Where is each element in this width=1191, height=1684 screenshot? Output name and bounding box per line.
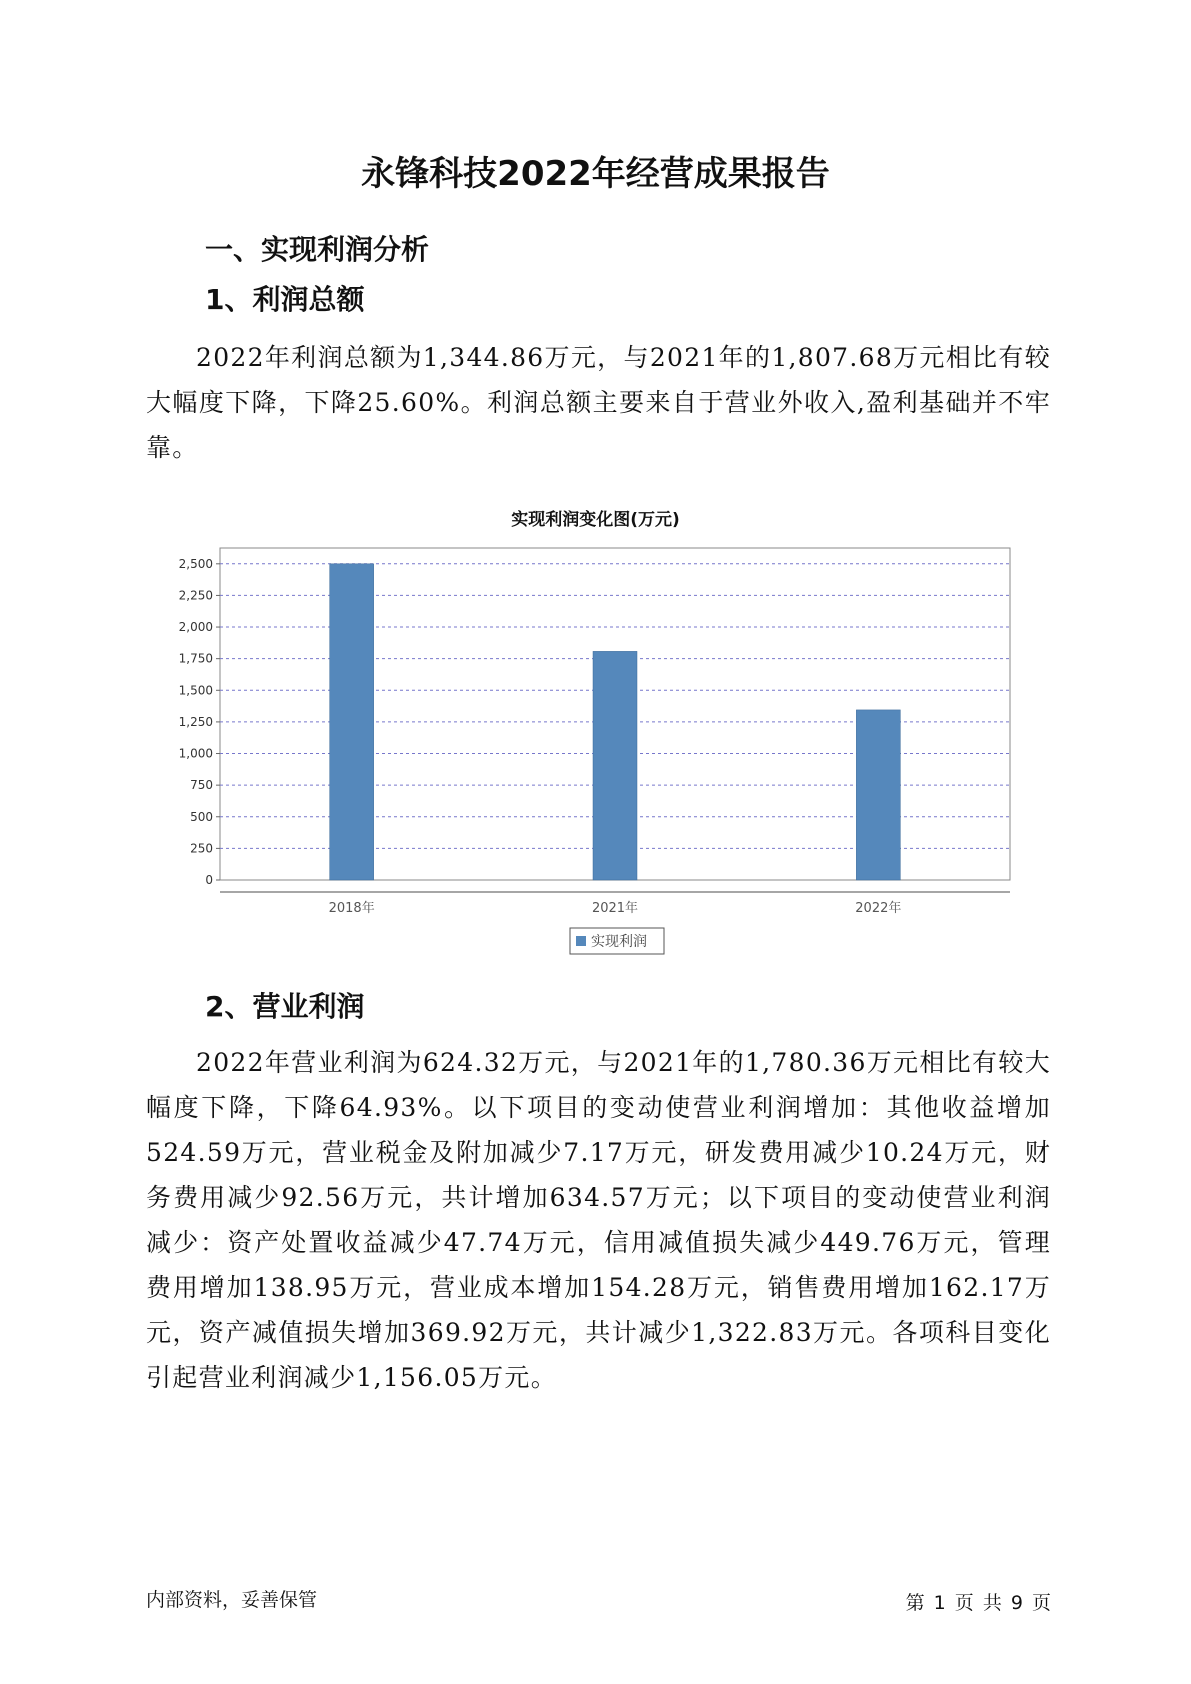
y-tick-label: 2,250 bbox=[178, 588, 213, 603]
footer-confidential-note: 内部资料，妥善保管 bbox=[146, 1589, 318, 1611]
y-tick-label: 2,500 bbox=[178, 556, 213, 571]
y-tick-label: 1,000 bbox=[178, 746, 213, 761]
footer-page-number: 第 1 页 共 9 页 bbox=[905, 1592, 1051, 1614]
x-tick-label: 2022年 bbox=[855, 901, 902, 916]
x-tick-label: 2018年 bbox=[328, 901, 375, 916]
bar bbox=[593, 651, 637, 880]
y-tick-label: 1,250 bbox=[178, 714, 213, 729]
chart-title: 实现利润变化图(万元) bbox=[511, 510, 680, 530]
subsection-heading-total-profit: 1、利润总额 bbox=[205, 283, 365, 316]
bar bbox=[330, 564, 374, 880]
legend-label: 实现利润 bbox=[591, 934, 647, 950]
y-tick-label: 2,000 bbox=[178, 620, 213, 635]
section-heading-profit-analysis: 一、实现利润分析 bbox=[205, 233, 430, 266]
bar bbox=[856, 710, 900, 880]
x-tick-label: 2021年 bbox=[591, 901, 639, 916]
y-tick-label: 1,500 bbox=[178, 683, 213, 698]
profit-bar-chart bbox=[170, 540, 1030, 960]
y-tick-label: 1,750 bbox=[178, 651, 213, 666]
y-tick-label: 750 bbox=[190, 778, 213, 793]
report-title: 永锋科技2022年经营成果报告 bbox=[361, 154, 830, 194]
total-profit-paragraph: 2022年利润总额为1,344.86万元，与2021年的1,807.68万元相比有较大幅度下降，下降25.60%。利润总额主要来自于营业外收入,盈利基础并不牢靠。 bbox=[146, 343, 1051, 462]
y-tick-label: 500 bbox=[190, 809, 213, 824]
subsection-heading-operating-profit: 2、营业利润 bbox=[205, 990, 365, 1023]
legend-swatch bbox=[576, 936, 586, 946]
operating-profit-paragraph: 2022年营业利润为624.32万元，与2021年的1,780.36万元相比有较大幅度下降，下降64.93%。以下项目的变动使营业利润增加：其他收益增加524.59万元，营业税金及附加减少7.17万元，研发费用减少10.24万元，财务费用减少92.56万元，共计增加634.57万元；以下项目的变动使营业利润减少：资产处置收益减少47.74万元，信用减值损失减少449.76万元，管理费用增加138.95万元，营业成本增加154.28万元，销售费用增加162.17万元，资产减值损失增加369.92万元，共计减少1,322.83万元。各项科目变化引起营业利润减少1,156.05万元。 bbox=[146, 1048, 1051, 1392]
y-tick-label: 250 bbox=[190, 841, 213, 856]
y-tick-label: 0 bbox=[205, 873, 213, 887]
